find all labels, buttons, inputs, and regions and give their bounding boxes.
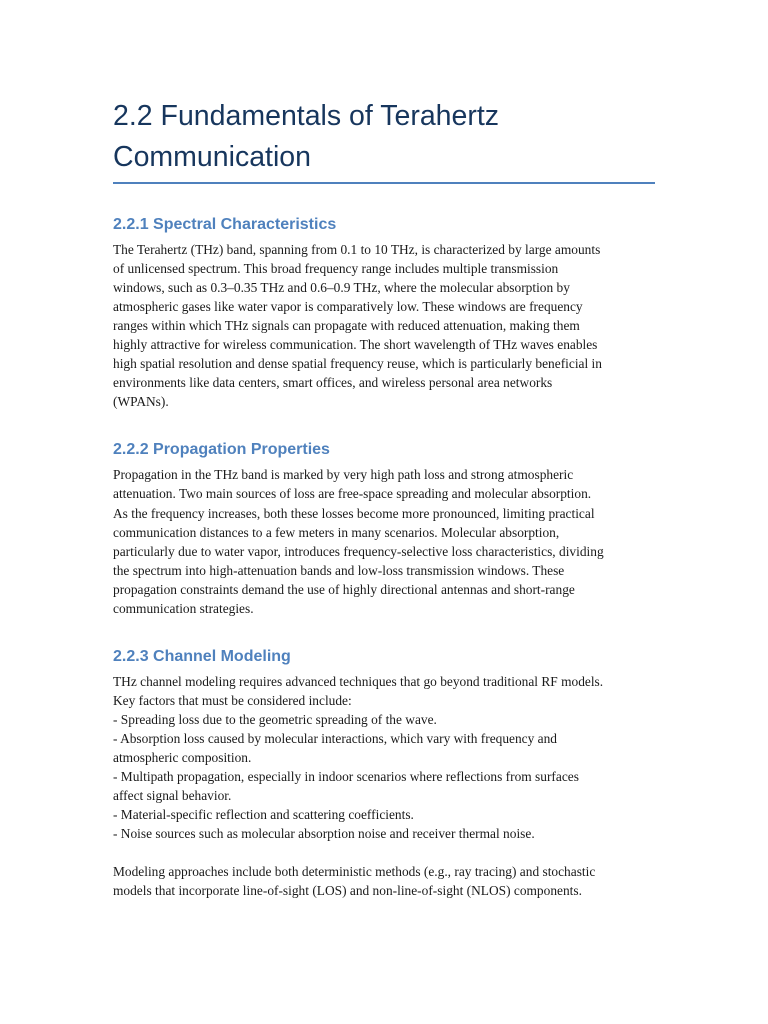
closing-paragraph <box>113 862 657 900</box>
paragraph-line: ranges within which THz signals can propagate with reduced attenuation, making them <box>113 318 580 334</box>
list-item: - Material-specific reflection and scattering coefficients. <box>113 807 414 823</box>
section-heading: 2.2.3 Channel Modeling <box>113 647 291 665</box>
section-channel-modeling <box>113 646 657 901</box>
paragraph-line: propagation constraints demand the use of highly directional antennas and short-range <box>113 581 575 597</box>
paragraph-line: the spectrum into high-attenuation bands and low-loss transmission windows. These <box>113 562 565 578</box>
paragraph-line: high spatial resolution and dense spatial frequency reuse, which is particularly beneficial in <box>113 356 602 372</box>
list-item: - Multipath propagation, especially in indoor scenarios where reflections from surfaces <box>113 769 579 785</box>
list-item: - Absorption loss caused by molecular interactions, which vary with frequency and <box>113 730 558 746</box>
paragraph-line: Modeling approaches include both deterministic methods (e.g., ray tracing) and stochastic <box>113 864 596 880</box>
section-propagation-properties <box>113 439 657 617</box>
paragraph-line: models that incorporate line-of-sight (LOS) and non-line-of-sight (NLOS) components. <box>113 883 582 899</box>
section-heading: 2.2.1 Spectral Characteristics <box>113 216 337 233</box>
section-heading: 2.2.2 Propagation Properties <box>113 441 330 459</box>
paragraph-line: communication distances to a few meters in many scenarios. Molecular absorption, <box>113 524 560 540</box>
paragraph-line: communication strategies. <box>113 600 254 616</box>
section-paragraph <box>113 672 657 843</box>
paragraph-line: highly attractive for wireless communication. The short wavelength of THz waves enables <box>113 337 598 353</box>
title-underline <box>113 182 655 184</box>
paragraph-line: particularly due to water vapor, introduces frequency-selective loss characteristics, dividing <box>113 543 604 559</box>
list-item-continuation: atmospheric composition. <box>113 749 252 765</box>
section-spectral-characteristics <box>113 214 657 411</box>
paragraph-line: of unlicensed spectrum. This broad frequency range includes multiple transmission <box>113 261 559 277</box>
list-item: - Spreading loss due to the geometric spreading of the wave. <box>113 711 437 727</box>
paragraph-line: atmospheric gases like water vapor is comparatively low. These windows are frequency <box>113 299 583 315</box>
list-item: - Noise sources such as molecular absorption noise and receiver thermal noise. <box>113 826 535 842</box>
paragraph-line: Key factors that must be considered include: <box>113 692 352 708</box>
list-item-continuation: affect signal behavior. <box>113 788 232 804</box>
paragraph-line: windows, such as 0.3–0.35 THz and 0.6–0.9 THz, where the molecular absorption by <box>113 280 570 296</box>
section-paragraph <box>113 465 657 617</box>
paragraph-line: Propagation in the THz band is marked by very high path loss and strong atmospheric <box>113 467 574 483</box>
paragraph-line: attenuation. Two main sources of loss are free-space spreading and molecular absorption. <box>113 486 592 502</box>
page-title <box>113 96 657 182</box>
paragraph-line: The Terahertz (THz) band, spanning from 0.1 to 10 THz, is characterized by large amounts <box>113 242 601 257</box>
paragraph-line: As the frequency increases, both these losses become more pronounced, limiting practical <box>113 505 595 521</box>
paragraph-line: THz channel modeling requires advanced techniques that go beyond traditional RF models. <box>113 673 604 689</box>
paragraph-line: (WPANs). <box>113 394 169 410</box>
paragraph-line: environments like data centers, smart offices, and wireless personal area networks <box>113 375 553 391</box>
title-line: Communication <box>113 141 311 173</box>
section-paragraph <box>113 240 657 411</box>
title-line: 2.2 Fundamentals of Terahertz <box>113 100 500 132</box>
document-content <box>113 96 657 900</box>
